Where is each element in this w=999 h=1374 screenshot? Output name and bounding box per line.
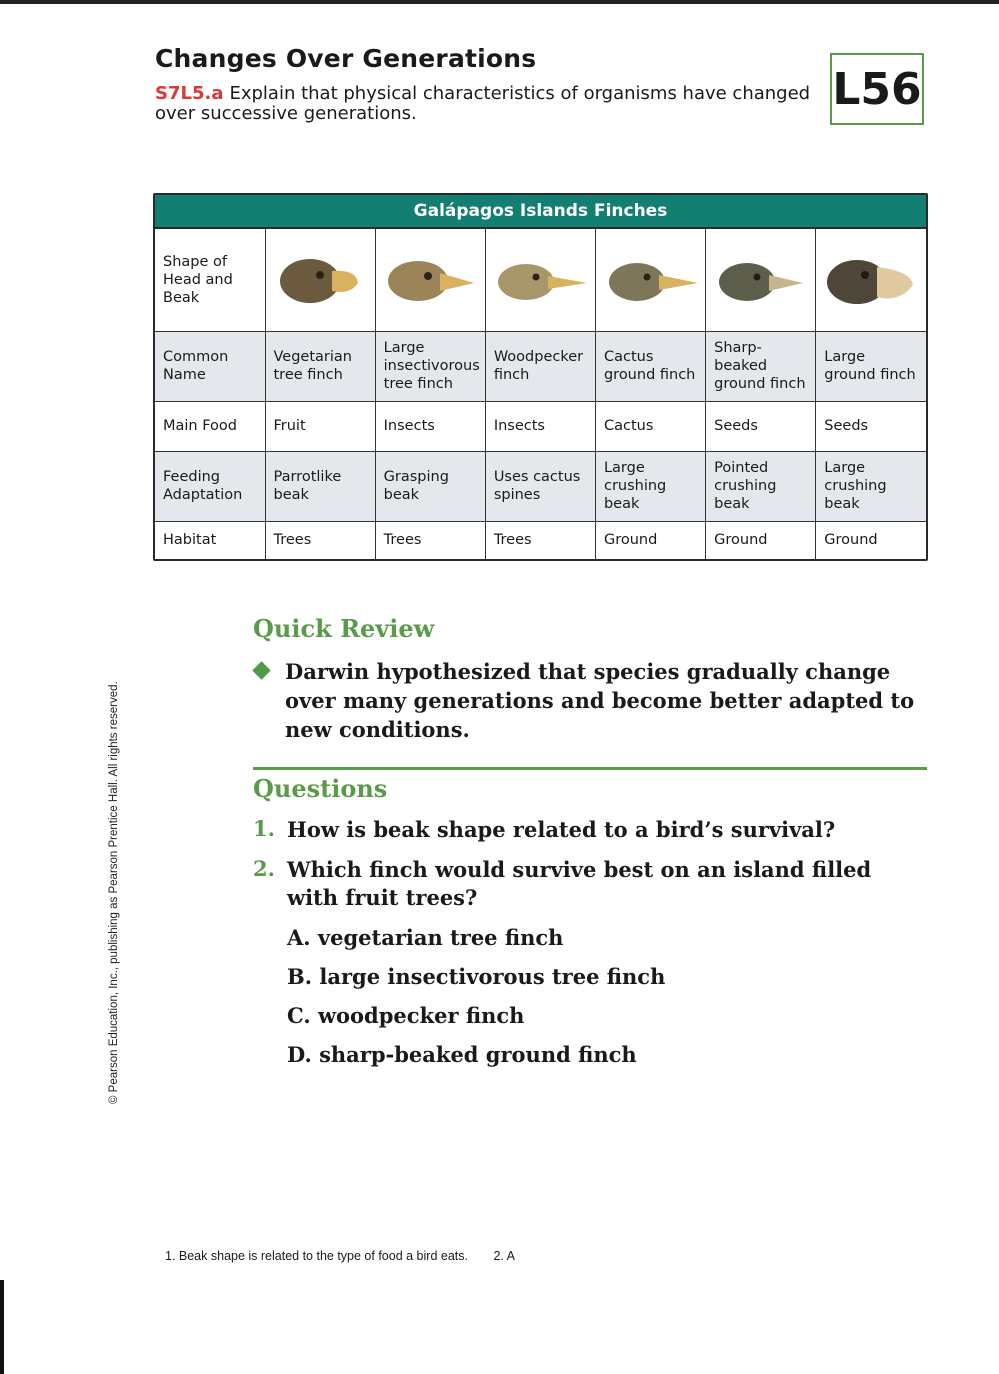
diamond-bullet-icon — [252, 661, 270, 679]
vegetarian-tree-finch-head-icon — [270, 245, 370, 315]
answer-option: A. vegetarian tree finch — [287, 925, 564, 950]
finch-habitat: Trees — [375, 521, 485, 559]
row-header-adaptation: Feeding Adaptation — [155, 451, 265, 521]
top-edge-line — [0, 0, 999, 4]
question-text: How is beak shape related to a bird’s survival? — [287, 817, 836, 842]
row-header-habitat: Habitat — [155, 521, 265, 559]
table-row-adaptation — [155, 451, 926, 521]
lesson-badge: L56 — [830, 53, 924, 125]
finch-food: Insects — [375, 401, 485, 451]
finch-name: Vegetarian tree finch — [265, 331, 375, 401]
table-row-habitat — [155, 521, 926, 559]
quick-review-text: Darwin hypothesized that species gradually change over many generations and become better adapted to new conditions. — [285, 659, 915, 742]
answer-key — [165, 1249, 537, 1263]
quick-review-heading: Quick Review — [253, 614, 435, 643]
finch-adaptation: Large crushing beak — [595, 451, 705, 521]
finch-image-cell — [375, 229, 485, 331]
answer-option: C. woodpecker finch — [287, 1003, 525, 1028]
finch-habitat: Ground — [595, 521, 705, 559]
answer-key-1: 1. Beak shape is related to the type of food a bird eats. — [165, 1249, 468, 1263]
question-text: Which finch would survive best on an island filled with fruit trees? — [287, 857, 872, 910]
finch-image-cell — [706, 229, 816, 331]
finch-name: Cactus ground finch — [595, 331, 705, 401]
finch-adaptation: Grasping beak — [375, 451, 485, 521]
finch-name: Woodpecker finch — [485, 331, 595, 401]
finch-habitat: Trees — [485, 521, 595, 559]
finch-name: Large insectivorous tree finch — [375, 331, 485, 401]
large-insectivorous-tree-finch-head-icon — [380, 245, 480, 315]
table-row-shape — [155, 229, 926, 331]
finch-adaptation: Parrotlike beak — [265, 451, 375, 521]
table-row-food — [155, 401, 926, 451]
question-number: 2. — [253, 856, 275, 881]
finch-grid — [155, 229, 926, 559]
answer-option: D. sharp-beaked ground finch — [287, 1042, 637, 1067]
finch-habitat: Ground — [816, 521, 926, 559]
finch-adaptation: Uses cactus spines — [485, 451, 595, 521]
woodpecker-finch-head-icon — [490, 245, 590, 315]
question-number: 1. — [253, 816, 275, 841]
section-divider — [253, 767, 927, 770]
row-header-shape: Shape of Head and Beak — [155, 229, 265, 331]
standard-code: S7L5.a — [155, 83, 224, 104]
finch-food: Seeds — [706, 401, 816, 451]
copyright-notice: © Pearson Education, Inc., publishing as Pearson Prentice Hall. All rights reserved. — [108, 681, 120, 1104]
finch-image-cell — [816, 229, 926, 331]
finch-table — [153, 193, 928, 561]
finch-image-cell — [485, 229, 595, 331]
finch-image-cell — [265, 229, 375, 331]
standard-text: Explain that physical characteristics of organisms have changed over successive generations. — [155, 83, 811, 124]
cactus-ground-finch-head-icon — [601, 245, 701, 315]
scan-edge-bar — [0, 1280, 4, 1374]
finch-food: Fruit — [265, 401, 375, 451]
row-header-name: Common Name — [155, 331, 265, 401]
finch-adaptation: Pointed crushing beak — [706, 451, 816, 521]
finch-adaptation: Large crushing beak — [816, 451, 926, 521]
finch-name: Large ground finch — [816, 331, 926, 401]
finch-habitat: Ground — [706, 521, 816, 559]
large-ground-finch-head-icon — [821, 245, 921, 315]
finch-image-cell — [595, 229, 705, 331]
questions-heading: Questions — [253, 774, 388, 803]
finch-food: Seeds — [816, 401, 926, 451]
finch-name: Sharp-beaked ground finch — [706, 331, 816, 401]
finch-food: Insects — [485, 401, 595, 451]
page-title: Changes Over Generations — [155, 44, 537, 73]
sharp-beaked-ground-finch-head-icon — [711, 245, 811, 315]
finch-habitat: Trees — [265, 521, 375, 559]
finch-food: Cactus — [595, 401, 705, 451]
answer-key-2: 2. A — [493, 1249, 516, 1263]
row-header-food: Main Food — [155, 401, 265, 451]
table-row-name — [155, 331, 926, 401]
table-title: Galápagos Islands Finches — [155, 195, 926, 229]
standard-statement — [155, 84, 825, 124]
answer-option: B. large insectivorous tree finch — [287, 964, 666, 989]
